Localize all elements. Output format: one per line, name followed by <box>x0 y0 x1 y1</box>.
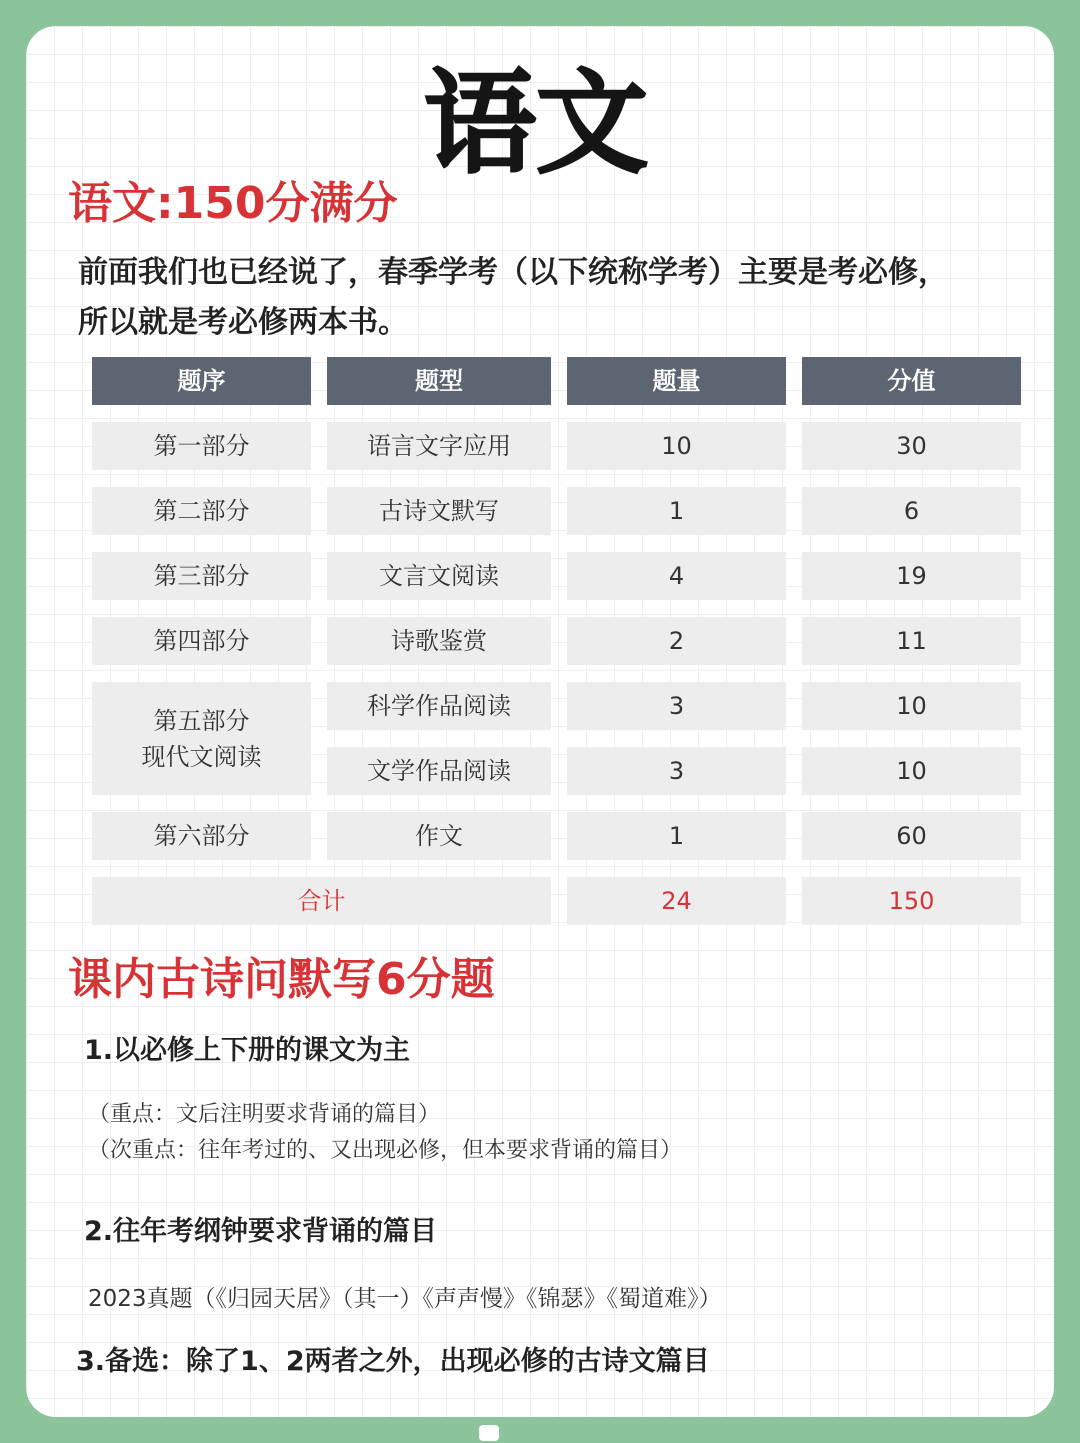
intro-paragraph: 前面我们也已经说了，春季学考（以下统称学考）主要是考必修，所以就是考必修两本书。 <box>78 255 948 340</box>
table-row-5-count: 3 <box>567 682 786 730</box>
table-row-1-count: 10 <box>567 422 786 470</box>
table-row-1-score: 30 <box>802 422 1021 470</box>
header-score: 分值 <box>802 357 1021 405</box>
section-heading-poetry: 课内古诗问默写6分题 <box>68 954 495 1005</box>
point-3: 3.备选：除了1、2两者之外，出现必修的古诗文篇目 <box>76 1346 710 1377</box>
point-1: 1.以必修上下册的课文为主 <box>84 1035 411 1066</box>
table-row-6-type: 文学作品阅读 <box>327 747 551 795</box>
table-row-7-order: 第六部分 <box>92 812 311 860</box>
header-type: 题型 <box>327 357 551 405</box>
header-order: 题序 <box>92 357 311 405</box>
table-row-5-score: 10 <box>802 682 1021 730</box>
table-row-2-order: 第二部分 <box>92 487 311 535</box>
point-2: 2.往年考纲钟要求背诵的篇目 <box>84 1216 438 1247</box>
table-row-6-score: 10 <box>802 747 1021 795</box>
table-row-4-score: 11 <box>802 617 1021 665</box>
table-row-2-score: 6 <box>802 487 1021 535</box>
table-row-2-count: 1 <box>567 487 786 535</box>
table-row-3-score: 19 <box>802 552 1021 600</box>
content-card <box>26 26 1054 1417</box>
table-total-count: 24 <box>567 877 786 925</box>
table-row-7-count: 1 <box>567 812 786 860</box>
section-heading-score: 语文:150分满分 <box>68 178 398 229</box>
table-row-1-type: 语言文字应用 <box>327 422 551 470</box>
table-row-5-order: 第五部分 现代文阅读 <box>92 682 311 795</box>
table-row-2-type: 古诗文默写 <box>327 487 551 535</box>
table-row-4-order: 第四部分 <box>92 617 311 665</box>
note-1: （重点：文后注明要求背诵的篇目） <box>88 1102 441 1127</box>
table-row-4-type: 诗歌鉴赏 <box>327 617 551 665</box>
table-row-5-type: 科学作品阅读 <box>327 682 551 730</box>
table-total-label: 合计 <box>92 877 551 925</box>
table-row-3-order: 第三部分 <box>92 552 311 600</box>
table-row-3-type: 文言文阅读 <box>327 552 551 600</box>
table-row-1-order: 第一部分 <box>92 422 311 470</box>
table-row-4-count: 2 <box>567 617 786 665</box>
table-row-7-score: 60 <box>802 812 1021 860</box>
note-3: 2023真题（《归园天居》（其一）《声声慢》《锦瑟》《蜀道难》） <box>88 1286 722 1312</box>
page-title: 语文 <box>424 59 648 189</box>
table-row-6-count: 3 <box>567 747 786 795</box>
note-2: （次重点：往年考过的、又出现必修，但本要求背诵的篇目） <box>88 1138 683 1163</box>
table-row-3-count: 4 <box>567 552 786 600</box>
table-total-score: 150 <box>802 877 1021 925</box>
bottom-tab-marker <box>479 1425 499 1441</box>
table-row-7-type: 作文 <box>327 812 551 860</box>
header-count: 题量 <box>567 357 786 405</box>
